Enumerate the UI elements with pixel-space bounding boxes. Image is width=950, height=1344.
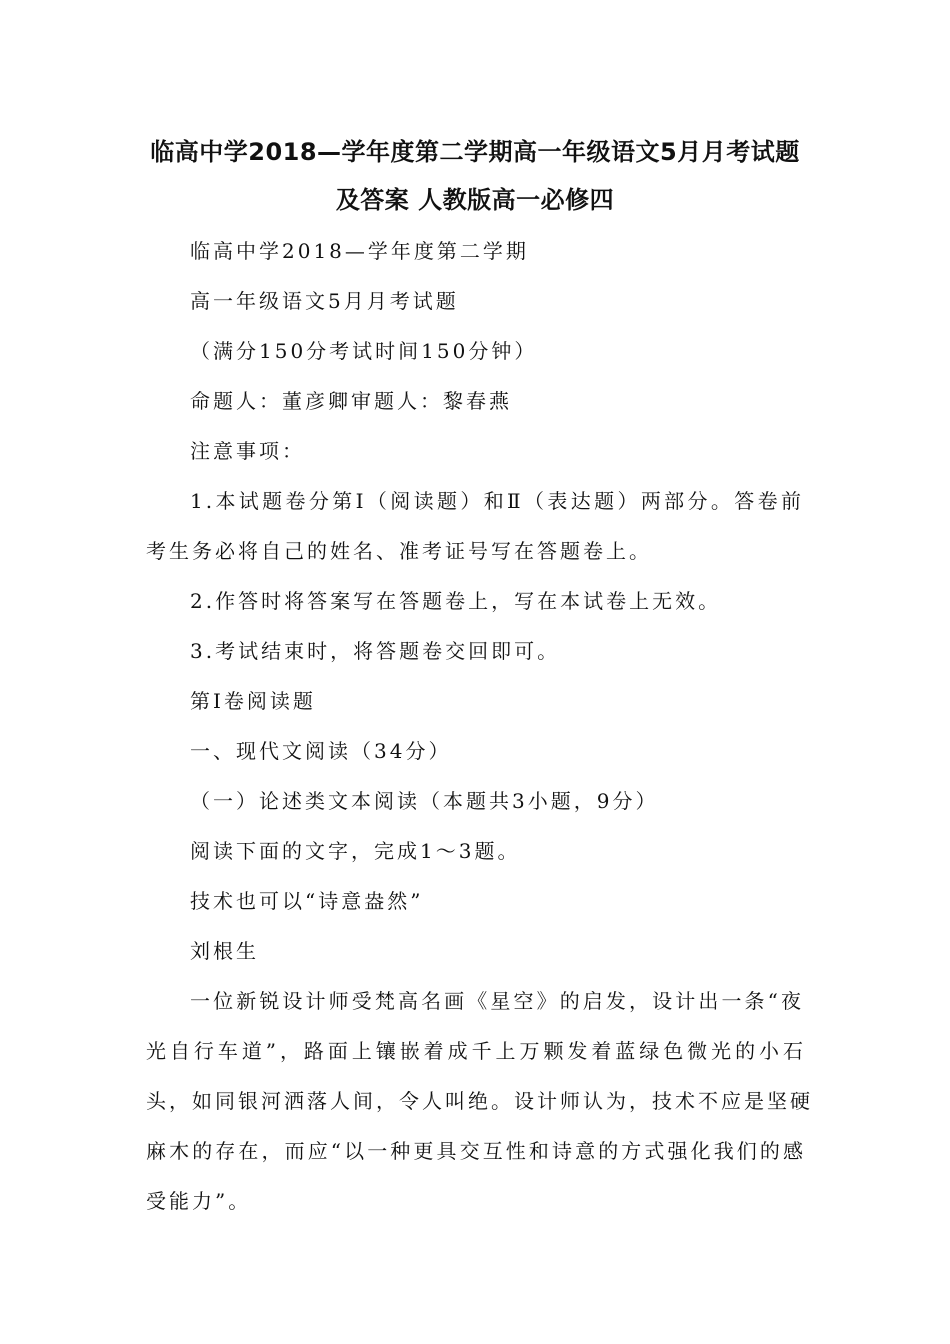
notice-heading: 注意事项： (190, 439, 305, 463)
subsection-title: 一、现代文阅读（34分） (190, 739, 452, 763)
document-title-line2: 及答案 人教版高一必修四 (335, 186, 615, 214)
article-title: 技术也可以“诗意盎然” (190, 889, 424, 913)
authors: 命题人：董彦卿审题人：黎春燕 (190, 389, 512, 413)
sub-subsection-title: （一）论述类文本阅读（本题共3小题，9分） (190, 789, 659, 813)
school-term: 临高中学2018—学年度第二学期 (190, 239, 529, 263)
paragraph-line: 光自行车道”，路面上镶嵌着成千上万颗发着蓝绿色微光的小石 (146, 1039, 806, 1063)
part-title: 第Ⅰ卷阅读题 (190, 689, 316, 713)
article-author: 刘根生 (190, 939, 259, 963)
notice-item2: 2.作答时将答案写在答题卷上，写在本试卷上无效。 (190, 589, 722, 613)
reading-instruction: 阅读下面的文字，完成1～3题。 (190, 839, 521, 863)
score-time: （满分150分考试时间150分钟） (190, 339, 538, 363)
notice-item1-line2: 考生务必将自己的姓名、准考证号写在答题卷上。 (146, 539, 652, 563)
paragraph-line: 头，如同银河洒落人间，令人叫绝。设计师认为，技术不应是坚硬 (146, 1089, 813, 1113)
document-title-line1: 临高中学2018—学年度第二学期高一年级语文5月月考试题 (150, 138, 800, 166)
paragraph-line: 受能力”。 (146, 1189, 252, 1213)
exam-name: 高一年级语文5月月考试题 (190, 289, 459, 313)
paragraph-line: 一位新锐设计师受梵高名画《星空》的启发，设计出一条“夜 (190, 989, 804, 1013)
paragraph-line: 麻木的存在，而应“以一种更具交互性和诗意的方式强化我们的感 (146, 1139, 806, 1163)
notice-item1-line1: 1.本试题卷分第Ⅰ（阅读题）和Ⅱ（表达题）两部分。答卷前 (190, 489, 804, 513)
notice-item3: 3.考试结束时，将答题卷交回即可。 (190, 639, 561, 663)
